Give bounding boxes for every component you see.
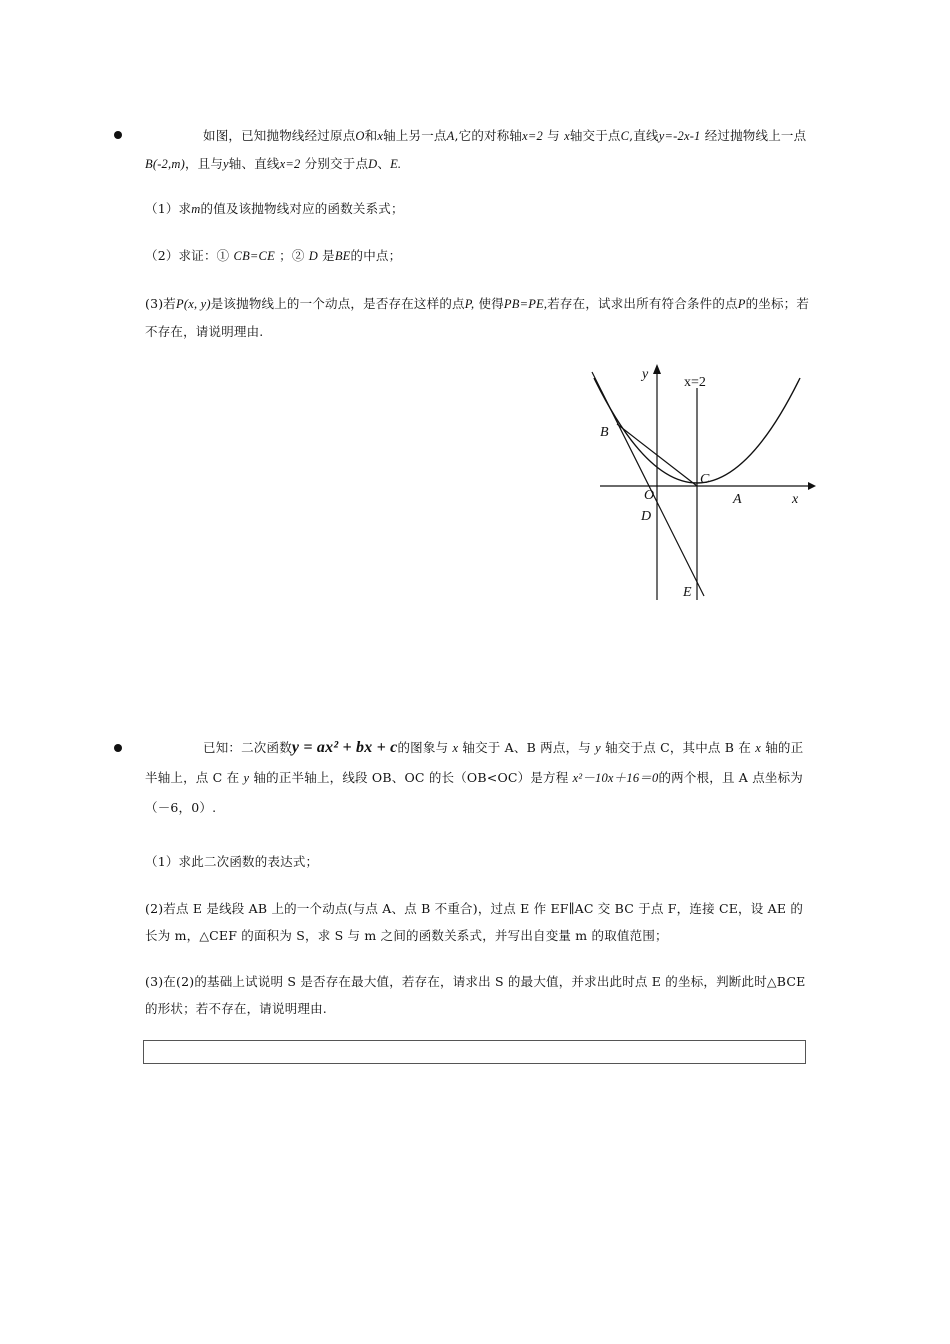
label-C: C	[700, 472, 710, 487]
label-y: y	[642, 367, 649, 382]
problem2-question-3: (3)在(2)的基础上试说明 S 是否存在最大值，若存在，请求出 S 的最大值，并求出此时点 E 的坐标，判断此时△BCE 的形状；若不存在，请说明理由.	[145, 974, 806, 1016]
label-x: x	[792, 492, 799, 507]
label-E: E	[683, 585, 692, 600]
problem1-question-3: (3)若P(x, y)是该抛物线上的一个动点，是否存在这样的点P, 使得PB=PE,若存在，试求出所有符合条件的点P的坐标；若不存在，请说明理由.	[145, 296, 810, 339]
problem2-question-1: （1）求此二次函数的表达式；	[145, 854, 319, 869]
label-A: A	[733, 492, 742, 507]
parabola-figure	[580, 360, 820, 605]
bullet-2	[114, 744, 122, 752]
problem1-intro: 如图，已知抛物线经过原点O和x轴上另一点A,它的对称轴x=2 与 x轴交于点C,直线y=-2x-1 经过抛物线上一点B(-2,m)，且与y轴、直线x=2 分别交于点D、E.	[145, 128, 807, 171]
answer-box	[143, 1040, 806, 1064]
line-BE	[592, 372, 704, 596]
y-axis-arrow	[653, 364, 661, 374]
problem1-question-2: （2）求证：① CB=CE ；② D 是BE的中点；	[145, 248, 402, 263]
problem1-question-1: （1）求m的值及该抛物线对应的函数关系式；	[145, 201, 404, 216]
bullet-1	[114, 131, 122, 139]
label-D: D	[641, 509, 652, 524]
label-axis-x2: x=2	[684, 375, 706, 390]
x-axis-arrow	[808, 482, 816, 490]
label-B: B	[600, 425, 609, 440]
problem2-intro: 已知：二次函数y = ax² + bx + c的图象与 x 轴交于 A、B 两点，与 y 轴交于点 C，其中点 B 在 x 轴的正半轴上，点 C 在 y 轴的正半轴上，线段 OB、OC 的长（OB<OC）是方程 x²－10x＋16＝0的两个根，且 A 点坐标为（－6，0）.	[145, 739, 804, 815]
problem2-question-2: (2)若点 E 是线段 AB 上的一个动点(与点 A、点 B 不重合)，过点 E 作 EF∥AC 交 BC 于点 F，连接 CE，设 AE 的长为 m，△CEF 的面积为 S，求 S 与 m 之间的函数关系式，并写出自变量 m 的取值范围；	[145, 901, 804, 943]
label-O: O	[644, 488, 655, 503]
